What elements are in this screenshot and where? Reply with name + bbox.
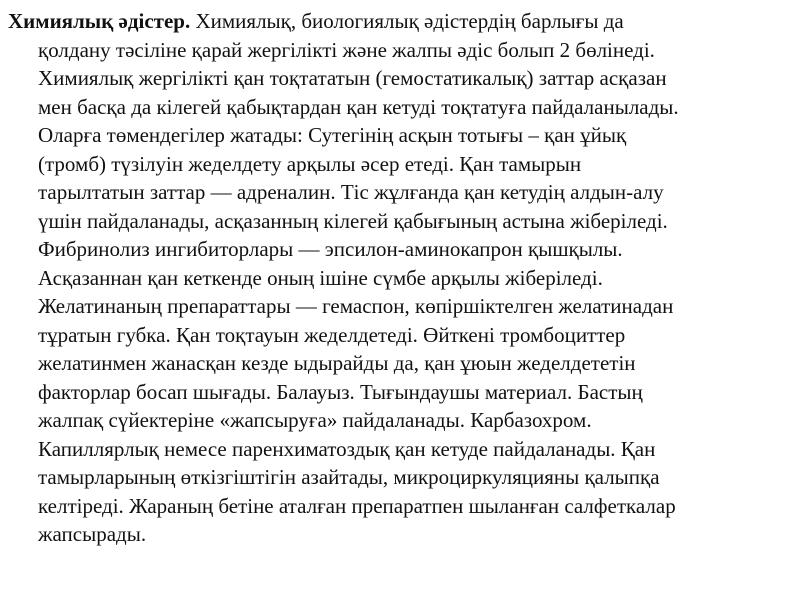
paragraph [8,7,788,549]
paragraph-line: жалпақ сүйектеріне «жапсыруға» пайдаланады. Карбазохром. [38,408,592,432]
paragraph-line: келтіреді. Жараның бетіне аталған препаратпен шыланған салфеткалар [38,493,676,518]
paragraph-first-line-text: Химиялық, биологиялық әдістердің барлығы да [190,9,624,33]
paragraph-line: тамырларының өткізгіштігін азайтады, микроциркуляцияны қалыпқа [38,465,660,489]
paragraph-line: Капиллярлық немесе паренхиматоздық қан кетуде пайдаланады. Қан [38,436,656,461]
paragraph-line: факторлар босап шығады. Балауыз. Тығындаушы материал. Бастың [38,379,643,404]
paragraph-term: Химиялық әдістер. [8,9,191,33]
paragraph-line: қолдану тәсіліне қарай жергілікті және жалпы әдіс болып 2 бөлінеді. [38,37,655,62]
paragraph-line: (тромб) түзілуін жеделдету арқылы әсер етеді. Қан тамырын [38,151,582,176]
paragraph-line: тарылтатын заттар — адреналин. Тіс жұлғанда қан кетудің алдын-алу [38,180,664,204]
paragraph-line: жапсырады. [38,522,147,546]
paragraph-line: үшін пайдаланады, асқазанның кілегей қабығының астына жіберіледі. [38,208,668,233]
paragraph-line [8,7,788,36]
paragraph-line: Желатинаның препараттары — гемаспон, көпіршіктелген желатинадан [38,294,674,318]
paragraph-line: тұратын губка. Қан тоқтауын жеделдетеді. Өйткені тромбоциттер [38,322,626,347]
paragraph-line: Фибринолиз ингибиторлары — эпсилон-аминокапрон қышқылы. [38,237,623,261]
paragraph-line: Химиялық жергілікті қан тоқтататын (гемостатикалық) заттар асқазан [38,66,667,90]
paragraph-line: Асқазаннан қан кеткенде оның ішіне сүмбе арқылы жіберіледі. [38,265,603,290]
paragraph-line: мен басқа да кілегей қабықтардан қан кетуді тоқтатуға пайдаланылады. [38,94,679,119]
paragraph-line: желатинмен жанасқан кезде ыдырайды да, қан ұюын жеделдететін [38,351,636,375]
paragraph-line: Оларға төмендегілер жатады: Сутегінің асқын тотығы – қан ұйық [38,123,627,147]
